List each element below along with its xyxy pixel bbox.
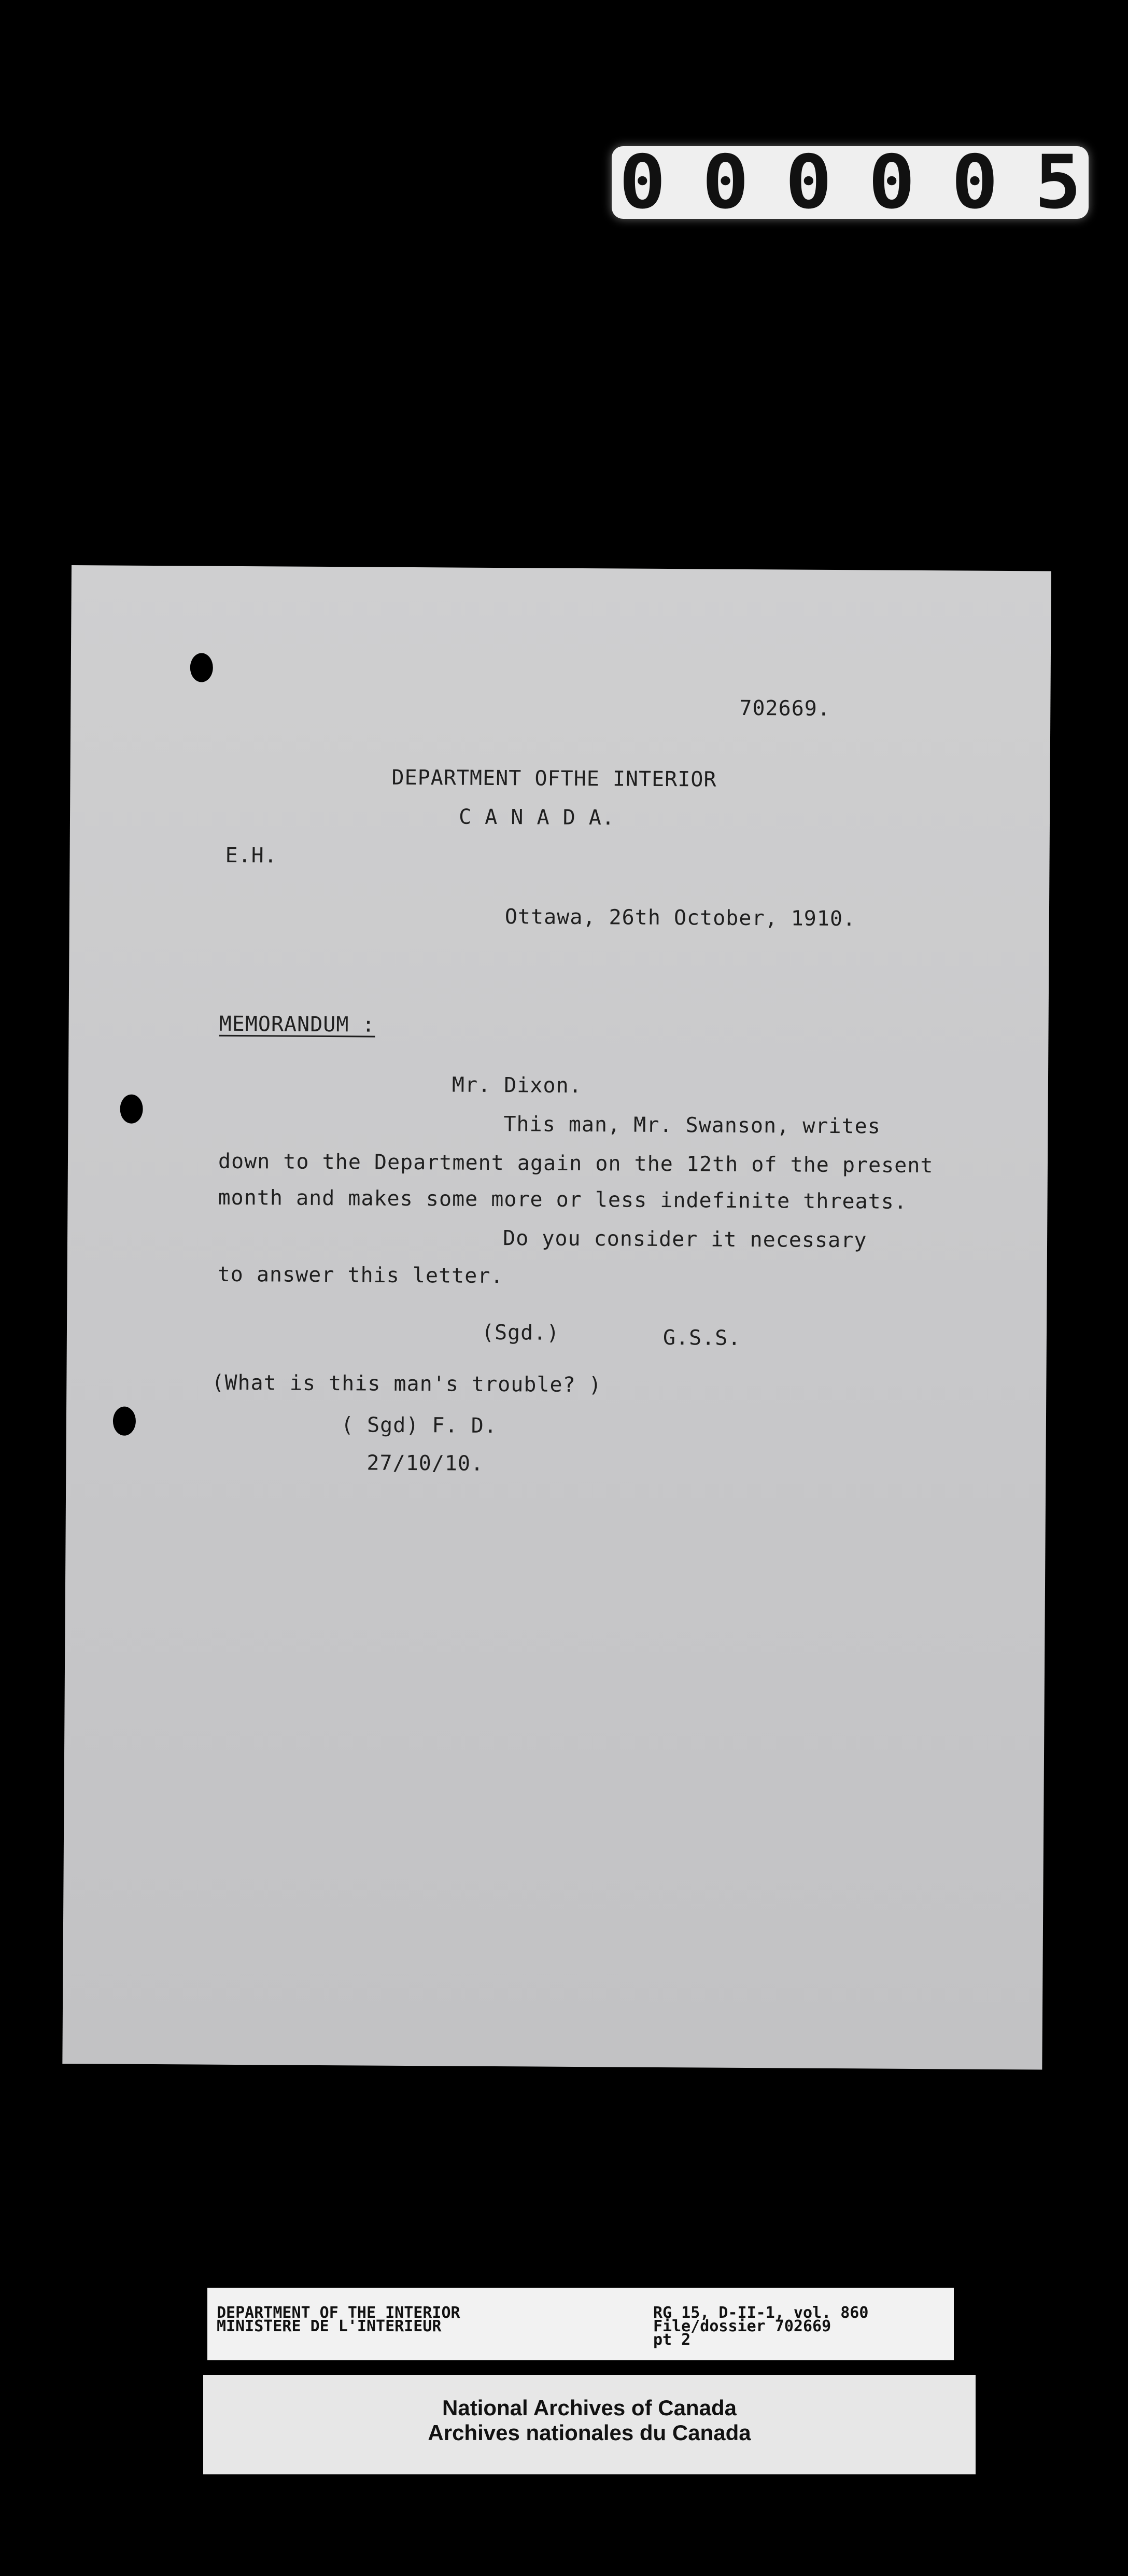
date-line: Ottawa, 26th October, 1910. [504,905,856,931]
punch-hole-top [190,653,213,682]
archive-reference-label [207,2288,954,2360]
frame-number: 000005 [619,139,1118,226]
body-line-1: This man, Mr. Swanson, writes [503,1112,881,1139]
department-english: DEPARTMENT OF THE INTERIOR [217,2304,460,2322]
punch-hole-bottom [113,1407,136,1436]
reply-signature: ( Sgd) F. D. [341,1413,497,1438]
punch-hole-middle [120,1095,143,1124]
reference-line-1: RG 15, D-II-1, vol. 860 [653,2304,869,2322]
archives-label [203,2375,976,2474]
body-line-2: down to the Department again on the 12th of the present [218,1149,934,1178]
reply-date: 27/10/10. [366,1451,484,1476]
reply-line: (What is this man's trouble? ) [212,1370,602,1397]
department-heading: DEPARTMENT OFTHE INTERIOR [391,765,717,792]
archives-name-english: National Archives of Canada [442,2396,737,2420]
addressee: Mr. Dixon. [452,1073,582,1098]
reference-line-3: pt 2 [653,2331,691,2349]
body-line-3: month and makes some more or less indefinite threats. [218,1185,908,1214]
file-number: 702669. [739,696,831,721]
country-heading: C A N A D A. [458,805,615,830]
frame-number-label [612,139,1118,226]
department-french: MINISTERE DE L'INTERIEUR [217,2317,442,2335]
signature-label: (Sgd.) [481,1320,560,1345]
body-line-5: to answer this letter. [217,1262,504,1289]
memo-sheet [62,565,1051,2069]
body-line-4: Do you consider it necessary [502,1226,867,1253]
reference-line-2: File/dossier 702669 [653,2317,831,2335]
archives-name-french: Archives nationales du Canada [428,2420,751,2445]
signature-initials: G.S.S. [662,1325,741,1350]
initials: E.H. [225,843,278,868]
memo-heading: MEMORANDUM : [219,1012,375,1037]
